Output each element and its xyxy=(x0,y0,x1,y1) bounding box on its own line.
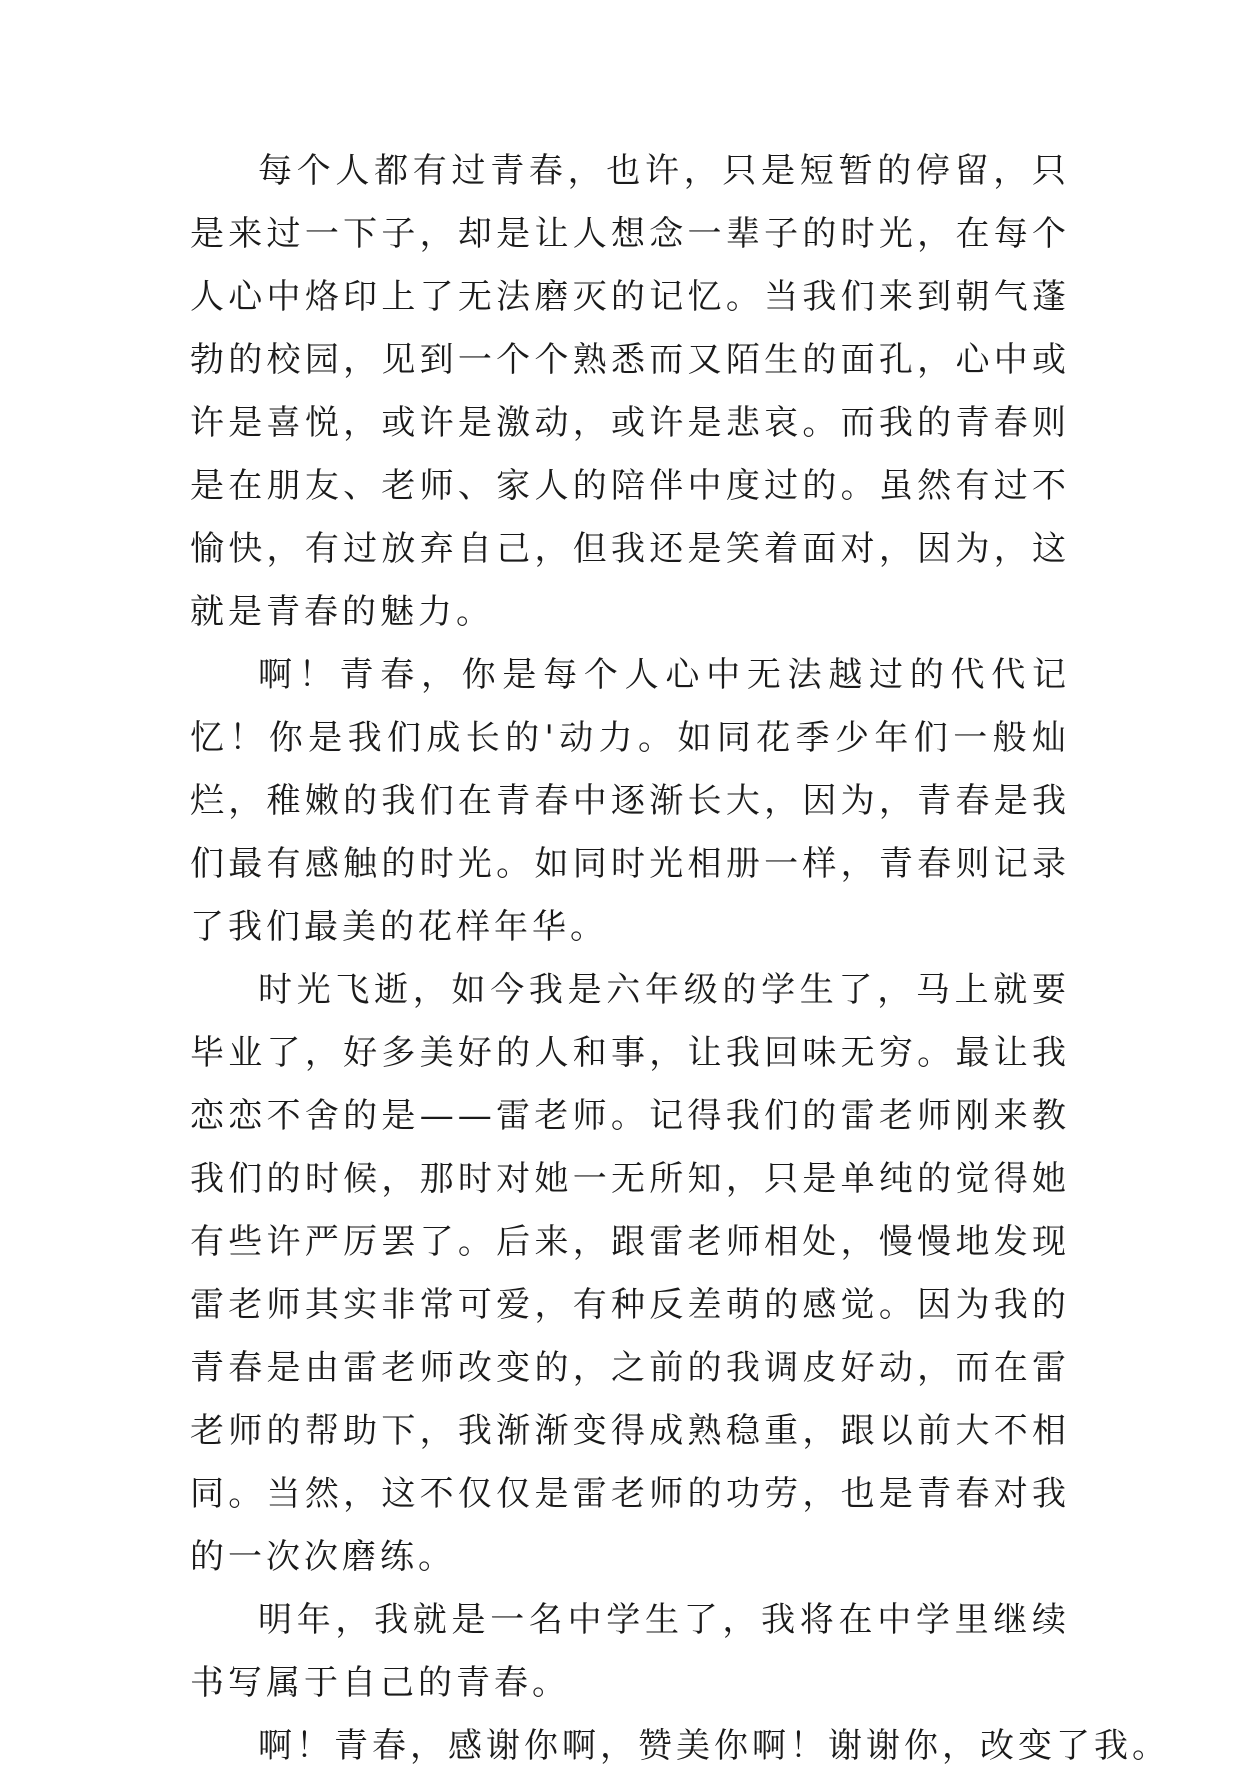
paragraph: 啊！青春，感谢你啊，赞美你啊！谢谢你，改变了我。 xyxy=(258,1726,1170,1766)
paragraph: 每个人都有过青春，也许，只是短暂的停留，只是来过一下子，却是让人想念一辈子的时光，在每个人心中烙印上了无法磨灭的记忆。当我们来到朝气蓬勃的校园，见到一个个熟悉而又陌生的面孔，心中或许是喜悦，或许是激动，或许是悲哀。而我的青春则是在朋友、老师、家人的陪伴中度过的。虽然有过不愉快，有过放弃自己，但我还是笑着面对，因为，这就是青春的魅力。 xyxy=(190,151,1070,632)
paragraph: 啊！青春，你是每个人心中无法越过的代代记忆！你是我们成长的'动力。如同花季少年们一般灿烂，稚嫩的我们在青春中逐渐长大，因为，青春是我们最有感触的时光。如同时光相册一样，青春则记录了我们最美的花样年华。 xyxy=(190,655,1070,947)
paragraph: 明年，我就是一名中学生了，我将在中学里继续书写属于自己的青春。 xyxy=(190,1600,1070,1703)
document-body xyxy=(190,140,1170,1778)
paragraph: 时光飞逝，如今我是六年级的学生了，马上就要毕业了，好多美好的人和事，让我回味无穷。最让我恋恋不舍的是——雷老师。记得我们的雷老师刚来教我们的时候，那时对她一无所知，只是单纯的觉得她有些许严厉罢了。后来，跟雷老师相处，慢慢地发现雷老师其实非常可爱，有种反差萌的感觉。因为我的青春是由雷老师改变的，之前的我调皮好动，而在雷老师的帮助下，我渐渐变得成熟稳重，跟以前大不相同。当然，这不仅仅是雷老师的功劳，也是青春对我的一次次磨练。 xyxy=(190,970,1070,1577)
